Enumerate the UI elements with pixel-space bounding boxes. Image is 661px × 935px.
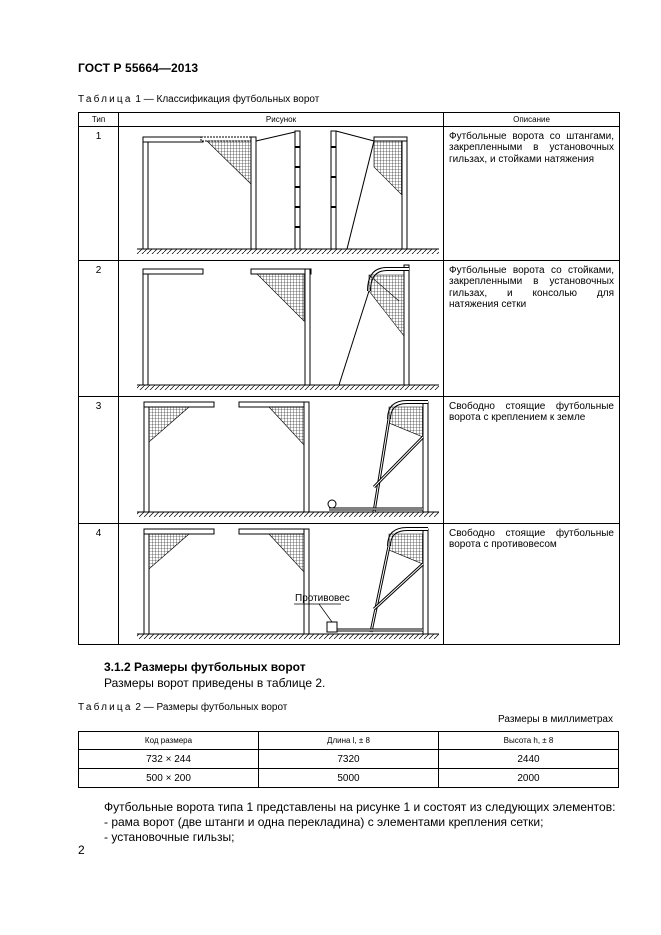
table2-caption: Таблица 2 — Размеры футбольных ворот [78,702,288,713]
table-cell: 2440 [439,750,619,769]
body-paragraph: Футбольные ворота типа 1 представлены на рисунке 1 и состоят из следующих элементов: [104,800,616,814]
table-row [79,769,619,788]
table-cell: 7320 [259,750,439,769]
table-row [79,261,620,397]
col-figure: Рисунок [119,113,444,127]
row-description: Свободно стоящие футбольные ворота с противовесом [444,524,620,645]
row-type: 2 [79,261,119,397]
section-subtitle: Размеры ворот приведены в таблице 2. [104,676,326,690]
table-row [79,524,620,645]
table-cell: 5000 [259,769,439,788]
row-type: 4 [79,524,119,645]
col-size-code: Код размера [79,732,259,750]
body-list-item: - рама ворот (две штанги и одна перекладина) с элементами крепления сетки; [104,815,544,829]
units-note: Размеры в миллиметрах [498,714,613,725]
table-row [79,397,620,524]
row-description: Футбольные ворота со штангами, закрепленными в установочных гильзах, и стойками натяжения [444,127,620,261]
row-type: 3 [79,397,119,524]
row-description: Свободно стоящие футбольные ворота с креплением к земле [444,397,620,524]
col-description: Описание [444,113,620,127]
goal-figure-2 [119,261,444,397]
counterweight-label: Противовес [295,593,350,604]
col-height: Высота h, ± 8 [439,732,619,750]
table-cell: 500 × 200 [79,769,259,788]
row-type: 1 [79,127,119,261]
classification-table [78,112,620,645]
goal-figure-1 [119,127,444,261]
table-row [79,750,619,769]
table-header-row [79,732,619,750]
col-length: Длина l, ± 8 [259,732,439,750]
table-header-row [79,113,620,127]
table-row [79,127,620,261]
dimensions-table [78,731,619,788]
goal-figure-4 [119,524,444,645]
page-number: 2 [78,843,85,857]
table1-caption: Таблица 1 — Классификация футбольных ворот [78,94,320,105]
table-cell: 732 × 244 [79,750,259,769]
section-title: 3.1.2 Размеры футбольных ворот [104,660,306,674]
col-type: Тип [79,113,119,127]
table-cell: 2000 [439,769,619,788]
row-description: Футбольные ворота со стойками, закрепленными в установочных гильзах, и консолью для натяжения сетки [444,261,620,397]
body-list-item: - установочные гильзы; [104,830,235,844]
document-header: ГОСТ Р 55664—2013 [78,61,199,75]
goal-figure-3 [119,397,444,524]
